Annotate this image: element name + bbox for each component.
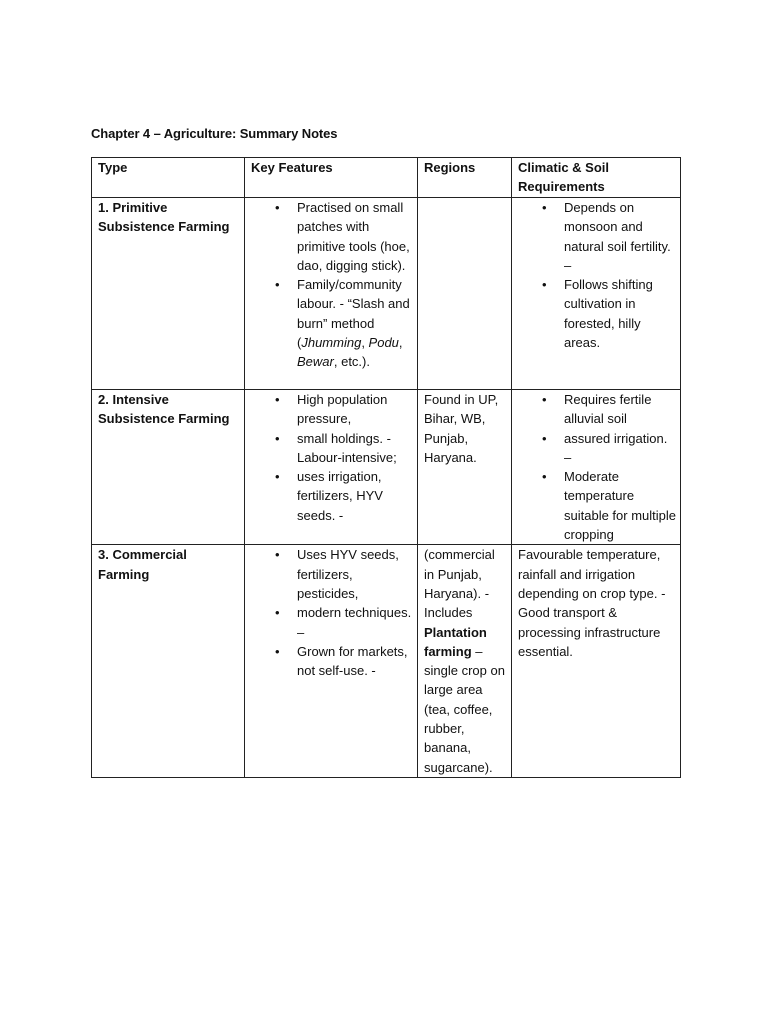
feature-separator: , [361,335,369,351]
list-item: • Moderate temperature suitable for multiple cropping [564,467,676,544]
plantation-farming-term: Plantation farming [424,624,487,659]
list-item: • uses irrigation, fertilizers, HYV seeds. - [297,467,413,525]
features-list [251,390,413,525]
features-list [251,198,413,372]
list-item: • High population pressure, [297,390,413,429]
list-item: • Depends on monsoon and natural soil fertility. – [564,198,676,275]
regions-cell: Found in UP, Bihar, WB, Punjab, Haryana. [418,390,512,545]
feature-text: Family/community labour. - “Slash and burn” method ( [297,277,410,351]
list-item: • modern techniques. – [297,603,413,642]
list-item: • Follows shifting cultivation in forested, hilly areas. [564,275,676,352]
climate-cell [512,390,681,545]
regions-cell [418,545,512,778]
regions-text: (commercial in Punjab, Haryana). - Includes [424,547,495,621]
table-row [92,198,681,390]
table-row [92,390,681,545]
regions-text: – single crop on large area (tea, coffee, rubber, banana, sugarcane). [424,643,505,775]
type-cell: 1. Primitive Subsistence Farming [92,198,245,390]
feature-separator: , [398,335,403,351]
climate-list [518,198,676,352]
header-climatic-soil: Climatic & Soil Requirements [512,158,681,198]
key-features-cell [245,545,418,778]
list-item: • Requires fertile alluvial soil [564,390,676,429]
features-list [251,545,413,680]
list-item: • assured irrigation. – [564,429,676,468]
table-header-row [92,158,681,198]
climate-list [518,390,676,544]
list-item [297,275,413,371]
header-regions: Regions [418,158,512,198]
table-row [92,545,681,778]
summary-table [91,157,681,778]
regions-cell [418,198,512,390]
feature-term-bewar: Bewar [297,354,334,370]
feature-term-podu: Podu [368,335,399,351]
climate-cell: Favourable temperature, rainfall and irrigation depending on crop type. - Good transport & processing infrastructure essential. [512,545,681,778]
key-features-cell [245,390,418,545]
header-key-features: Key Features [245,158,418,198]
type-cell: 2. Intensive Subsistence Farming [92,390,245,545]
header-type: Type [92,158,245,198]
document-title: Chapter 4 – Agriculture: Summary Notes [91,126,338,141]
key-features-cell [245,198,418,390]
list-item: • Grown for markets, not self-use. - [297,642,413,681]
climate-cell [512,198,681,390]
list-item: • small holdings. - Labour-intensive; [297,429,413,468]
feature-term-jhumming: Jhumming [301,335,362,351]
list-item: • Uses HYV seeds, fertilizers, pesticides, [297,545,413,603]
feature-text: , etc.). [333,354,370,370]
type-cell: 3. Commercial Farming [92,545,245,778]
list-item: • Practised on small patches with primitive tools (hoe, dao, digging stick). [297,198,413,275]
